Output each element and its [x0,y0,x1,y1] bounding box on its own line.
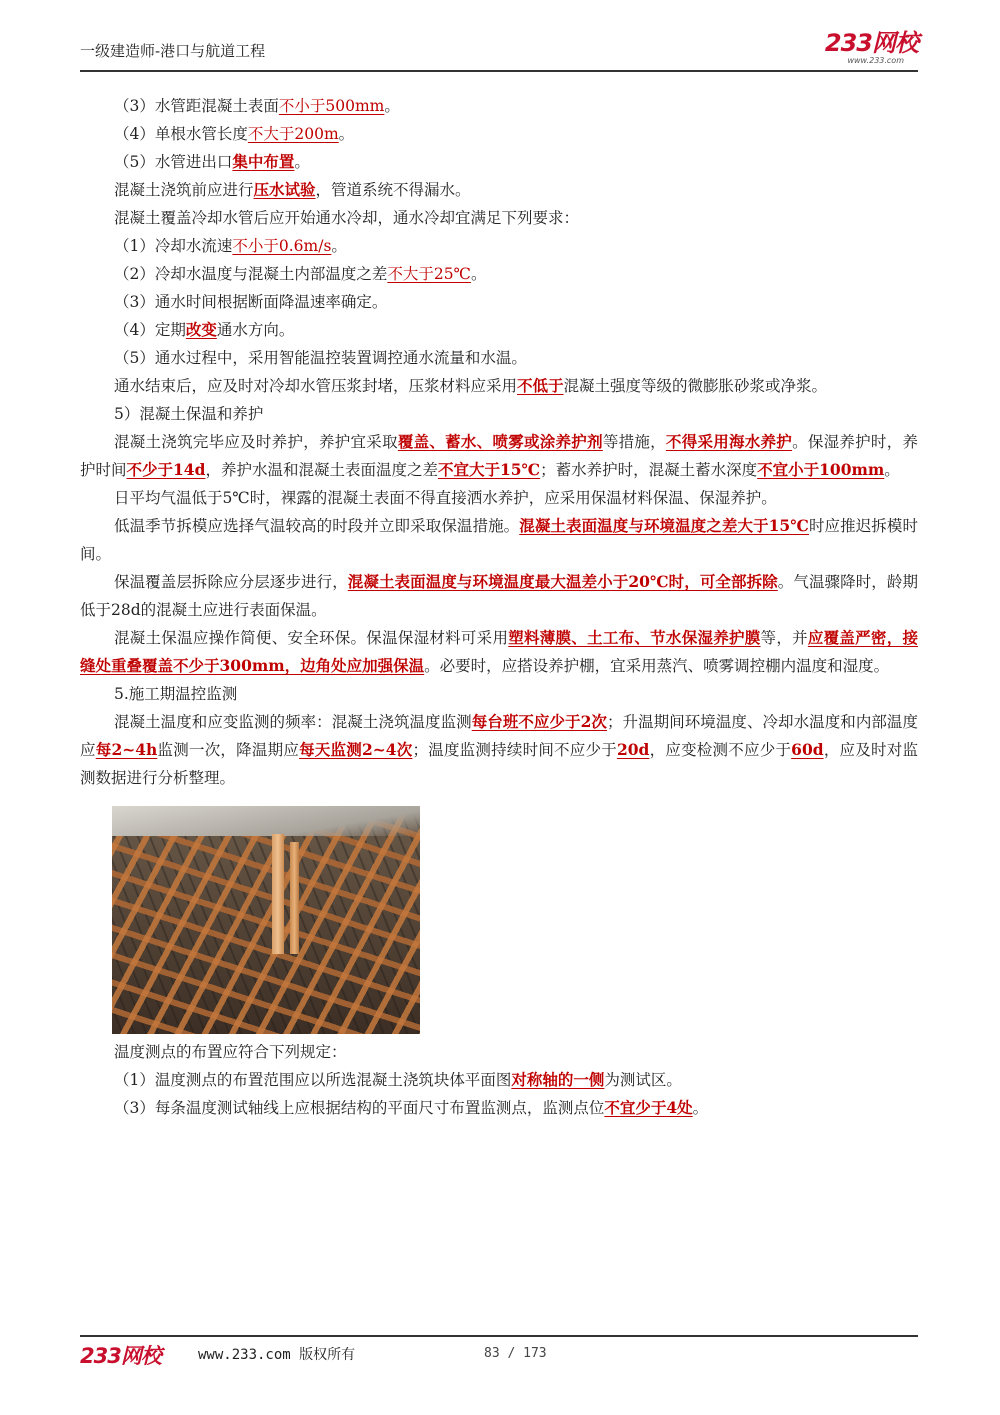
paragraph [80,1066,918,1094]
highlighted-text: 塑料薄膜、土工布、节水保湿养护膜 [508,628,761,647]
text-run: 。气温骤降时，龄期低于28d的混凝土应进行表面保温。 [80,573,918,619]
text-run: 。 [331,237,347,255]
text-run: 等措施， [602,433,666,451]
brand-logo [825,30,918,65]
text-run: （3）每条温度测试轴线上应根据结构的平面尺寸布置监测点，监测点位 [114,1099,605,1117]
text-run: 。 [470,265,487,283]
text-run: ，应及时对监测数据进行分析整理。 [80,741,918,787]
text-run: 5.施工期温控监测 [114,685,238,703]
text-run: 温度测点的布置应符合下列规定： [114,1043,347,1061]
footer-logo: 233网校 [80,1344,161,1368]
text-run: 监测一次，降温期应 [157,741,300,759]
text-run: 。保湿养护时，养护时间 [80,433,918,479]
paragraph [80,484,918,512]
header-title: 一级建造师-港口与航道工程 [80,42,266,60]
highlighted-text: 不低于 [517,376,564,395]
text-run: 混凝土覆盖冷却水管后应开始通水冷却，通水冷却宜满足下列要求： [114,209,580,227]
rebar-photo [112,806,420,1034]
text-run: 混凝土浇筑完毕应及时养护，养护宜采取 [114,433,398,451]
highlighted-text: 混凝土表面温度与环境温度之差大于15℃ [519,516,809,535]
highlighted-text: 不得采用海水养护 [665,432,793,451]
text-run: 。 [884,461,900,479]
highlighted-text: 不大于25℃ [387,265,471,283]
text-run: 混凝土保温应操作简便、安全环保。保温保湿材料可采用 [114,629,509,647]
text-run: 。 [338,125,355,143]
paragraph [80,568,918,624]
highlighted-text: 对称轴的一侧 [511,1070,605,1089]
paragraph [80,288,918,316]
text-run: 通水结束后，应及时对冷却水管压浆封堵，压浆材料应采用 [114,377,518,395]
text-run: 。必要时，应搭设养护棚，宜采用蒸汽、喷雾调控棚内温度和湿度。 [424,657,890,675]
text-run: （5）水管进出口 [114,153,233,171]
text-run: 混凝土温度和应变监测的频率：混凝土浇筑温度监测 [114,713,472,731]
paragraph [80,372,918,400]
highlighted-text: 集中布置 [232,152,295,171]
paragraph [80,120,918,148]
highlighted-text: 不宜少于4处 [604,1098,693,1117]
paragraph [80,428,918,484]
highlighted-text: 60d [791,740,824,759]
text-run: （4）定期 [114,321,186,339]
text-run: ，应变检测不应少于 [649,741,792,759]
text-run: ，养护水温和混凝土表面温度之差 [205,461,438,479]
paragraph [80,260,918,288]
paragraph [80,512,918,568]
highlighted-text: 20d [616,740,650,759]
paragraph [80,708,918,792]
document-body [80,92,918,1122]
text-run: 低温季节拆模应选择气温较高的时段并立即采取保温措施。 [114,517,520,535]
paragraph [80,176,918,204]
text-run: （1）温度测点的布置范围应以所选混凝土浇筑块体平面图 [114,1071,512,1089]
paragraph [80,400,918,428]
highlighted-text: 压水试验 [253,180,316,199]
paragraph [80,232,918,260]
paragraph [80,1094,918,1122]
highlighted-text: 覆盖、蓄水、喷雾或涂养护剂 [397,432,603,451]
text-run: 通水方向。 [216,321,295,339]
paragraph [80,92,918,120]
paragraph [80,344,918,372]
highlighted-text: 每2~4h [95,740,158,759]
page-footer [80,1342,918,1366]
text-run: 。 [692,1099,709,1117]
text-run: 。 [384,97,400,115]
text-run: ；蓄水养护时，混凝土蓄水深度 [540,461,758,479]
paragraph [80,316,918,344]
photo-sensor-post [290,842,299,954]
text-run: （3）通水时间根据断面降温速率确定。 [114,293,388,311]
text-run: （1）冷却水流速 [114,237,233,255]
paragraph [80,204,918,232]
text-run: ；温度监测持续时间不应少于 [412,741,617,759]
highlighted-text: 应覆盖严密，接缝处重叠覆盖不少于300mm，边角处应加强保温 [80,628,918,675]
text-run: 5）混凝土保温和养护 [114,405,264,423]
highlighted-text: 不宜小于100mm [757,460,885,479]
text-run: 时应推迟拆模时间。 [80,517,918,563]
highlighted-text: 混凝土表面温度与环境温度最大温差小于20℃时，可全部拆除 [347,572,778,591]
paragraph [80,1038,918,1066]
footer-divider [80,1335,918,1337]
paragraph [80,680,918,708]
text-run: 保温覆盖层拆除应分层逐步进行， [114,573,348,591]
text-run: （2）冷却水温度与混凝土内部温度之差 [114,265,388,283]
logo-url: www.233.com [847,56,904,65]
photo-sensor-post [272,834,284,954]
text-run: ，管道系统不得漏水。 [315,181,471,199]
highlighted-text: 不少于14d [126,460,206,479]
paragraph-group-after-photo [80,1038,918,1122]
highlighted-text: 每天监测2~4次 [299,740,413,759]
text-run: （5）通水过程中，采用智能温控装置调控通水流量和水温。 [114,349,527,367]
page-number: 83 / 173 [484,1346,547,1361]
text-run: 混凝土浇筑前应进行 [114,181,254,199]
text-run: 日平均气温低于5℃时，裸露的混凝土表面不得直接洒水养护，应采用保温材料保温、保湿养护。 [114,489,777,507]
footer-copyright: www.233.com 版权所有 [198,1347,356,1363]
text-run: ；升温期间环境温度、冷却水温度和内部温度应 [80,713,918,759]
highlighted-text: 每台班不应少于2次 [471,712,607,731]
text-run: 为测试区。 [604,1071,682,1089]
text-run: （3）水管距混凝土表面 [114,97,279,115]
page-header [80,30,918,74]
paragraph [80,148,918,176]
header-divider [80,70,918,72]
text-run: 等，并 [760,629,808,647]
text-run: 混凝土强度等级的微膨胀砂浆或净浆。 [563,377,828,395]
text-run: 。 [294,153,310,171]
highlighted-text: 不小于500mm [278,97,385,115]
highlighted-text: 改变 [185,320,217,339]
paragraph [80,624,918,680]
logo-text: 233网校 [824,29,918,57]
text-run: （4）单根水管长度 [114,125,248,143]
highlighted-text: 不大于200m [247,125,339,143]
paragraph-group-main [80,92,918,792]
highlighted-text: 不小于0.6m/s [232,237,332,255]
highlighted-text: 不宜大于15℃ [437,460,541,479]
photo-background [112,806,420,836]
